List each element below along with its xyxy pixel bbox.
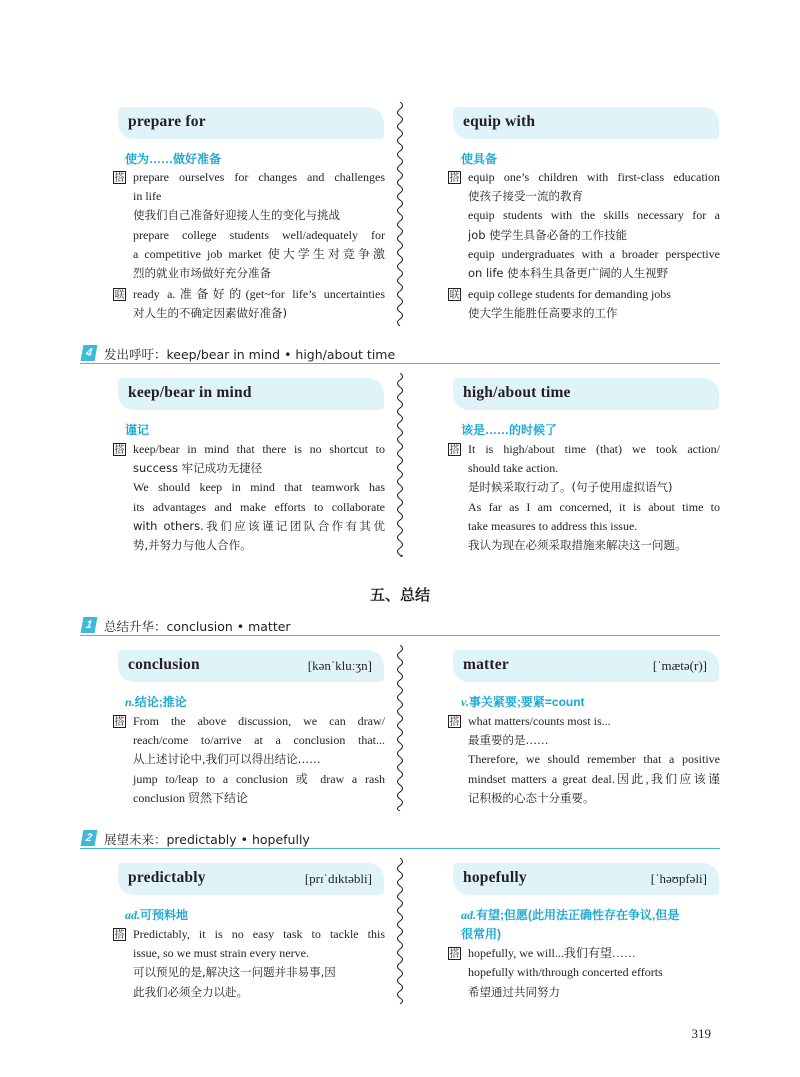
example-line: Predictably, it is no easy task to tackle this [133, 927, 385, 941]
part-of-speech: v. [461, 695, 469, 709]
meaning-label: 该是……的时候了 [461, 423, 558, 437]
headword: matter [463, 656, 509, 673]
example-line: 从上述讨论中,我们可以得出结论…… [133, 752, 321, 766]
meaning-label-cont: 很常用) [461, 927, 501, 941]
collocation-tag: 搭 [114, 445, 125, 456]
example-line: hopefully, we will...我们有望…… [468, 946, 636, 960]
part-of-speech: ad. [461, 908, 476, 922]
headword: prepare for [128, 113, 206, 130]
column-divider [393, 858, 407, 1004]
example-line: mindset matters a great deal.因此,我们应该谨 [468, 772, 720, 786]
wavy-line [398, 645, 403, 811]
section-header-2 [80, 829, 720, 849]
entry-high-time [453, 378, 719, 410]
related-tag: 联 [449, 290, 460, 301]
entry-hopefully [453, 863, 719, 895]
example-line: reach/come to/arrive at a conclusion that... [133, 733, 385, 747]
meaning: 可预料地 [140, 908, 189, 922]
meaning: 有望;但愿(此用法正确性存在争议,但是 [476, 908, 680, 922]
section-title: 总结升华：conclusion • matter [104, 619, 291, 634]
column-divider [393, 373, 407, 557]
example-line: We should keep in mind that teamwork has [133, 480, 385, 494]
chapter-title: 五、总结 [369, 586, 430, 604]
entry-header [453, 863, 719, 895]
example-line: 记积极的心态十分重要。 [468, 791, 595, 805]
collocation-tag: 搭 [449, 717, 460, 728]
related-tag: 联 [114, 290, 125, 301]
example-line: Therefore, we should remember that a positive [468, 752, 720, 766]
entry-predictably [118, 863, 384, 895]
example-line: on life 使本科生具备更广阔的人生视野 [468, 266, 669, 280]
part-of-speech: n. [125, 695, 135, 709]
collocation-tag: 搭 [449, 445, 460, 456]
entry-matter [453, 650, 719, 682]
entry-equip-with [453, 107, 719, 139]
entry-header [118, 378, 384, 410]
section-header-4 [80, 344, 720, 364]
example-line: in life [133, 189, 162, 203]
example-line: 可以预见的是,解决这一问题并非易事,因 [133, 965, 336, 979]
example-line: jump to/leap to a conclusion 或 draw a rash [133, 772, 385, 786]
example-line: should take action. [468, 461, 559, 475]
related-line: 对人生的不确定因素做好准备) [133, 306, 287, 320]
example-line: 我认为现在必须采取措施来解决这一问题。 [468, 538, 687, 552]
example-line: keep/bear in mind that there is no shortcut to [133, 442, 385, 456]
entry-conclusion [118, 650, 384, 682]
section-title: 发出呼吁：keep/bear in mind • high/about time [104, 347, 396, 362]
related-line: ready a.准备好的(get~for life’s uncertainties [133, 287, 385, 301]
example-line: equip undergraduates with a broader perspective [468, 247, 720, 261]
meaning: 结论;推论 [134, 695, 187, 709]
collocation-tag: 搭 [114, 173, 125, 184]
phonetic: [prɪˈdɪktəbli] [304, 871, 372, 886]
section-rule [80, 363, 720, 364]
example-line: take measures to address this issue. [468, 519, 638, 533]
headword: predictably [128, 869, 206, 886]
part-of-speech: ad. [125, 908, 140, 922]
meaning-label: 谨记 [125, 423, 150, 437]
page-number: 319 [691, 1026, 711, 1041]
example-line: prepare ourselves for changes and challenges [133, 170, 385, 184]
wavy-line [398, 373, 403, 557]
example-line: issue, so we must strain every nerve. [133, 946, 309, 960]
entry-header [118, 650, 384, 682]
example-line: success 牢记成功无捷径 [133, 461, 263, 475]
example-line: 最重要的是…… [468, 733, 549, 747]
phonetic: [kənˈkluːʒn] [307, 658, 372, 673]
example-line: 势,并努力与他人合作。 [133, 538, 252, 552]
column-divider [393, 645, 407, 811]
headword: conclusion [128, 656, 200, 673]
headword: hopefully [463, 869, 527, 886]
related-line: 使大学生能胜任高要求的工作 [468, 306, 618, 320]
example-line: a competitive job market 使大学生对竞争激 [133, 247, 385, 261]
phonetic: [ˈmætə(r)] [652, 658, 707, 673]
wavy-line [398, 858, 403, 1004]
section-number: 1 [81, 617, 98, 633]
meaning-label [461, 693, 585, 710]
section-rule [80, 635, 720, 636]
headword: keep/bear in mind [128, 384, 252, 401]
example-line: It is high/about time (that) we took action/ [468, 442, 720, 456]
entry-header [453, 378, 719, 410]
collocation-tag: 搭 [449, 173, 460, 184]
meaning-label [125, 906, 188, 923]
entry-header [118, 107, 384, 139]
headword: equip with [463, 113, 536, 130]
example-line: 此我们必须全力以赴。 [133, 985, 248, 999]
example-line: prepare college students well/adequately for [133, 228, 385, 242]
section-title: 展望未来：predictably • hopefully [104, 832, 310, 847]
example-line: 是时候采取行动了。(句子使用虚拟语气) [468, 480, 673, 494]
entry-keep-in-mind [118, 378, 384, 410]
example-line: 使孩子接受一流的教育 [468, 189, 583, 203]
example-line: 烈的就业市场做好充分准备 [133, 266, 271, 280]
entry-header [453, 650, 719, 682]
example-line: hopefully with/through concerted efforts [468, 965, 663, 979]
example-line: As far as I am concerned, it is about time to [468, 500, 720, 514]
section-number: 2 [81, 830, 98, 846]
phonetic: [ˈhəʊpfəli] [650, 871, 707, 886]
entry-prepare-for [118, 107, 384, 139]
section-number: 4 [81, 345, 98, 361]
collocation-tag: 搭 [114, 930, 125, 941]
example-line: conclusion 贸然下结论 [133, 791, 248, 805]
entry-header [118, 863, 384, 895]
example-line: equip students with the skills necessary for a [468, 208, 720, 222]
example-line: its advantages and make efforts to collaborate [133, 500, 385, 514]
entry-header [453, 107, 719, 139]
section-header-1 [80, 616, 720, 636]
example-line: equip one’s children with first-class education [468, 170, 720, 184]
example-line: what matters/counts most is... [468, 714, 611, 728]
meaning: 事关紧要;要紧=count [468, 695, 585, 709]
example-line: 希望通过共同努力 [468, 985, 560, 999]
example-line: 使我们自己准备好迎接人生的变化与挑战 [133, 208, 340, 222]
wavy-line [398, 102, 403, 326]
meaning-label [125, 693, 187, 710]
collocation-tag: 搭 [449, 949, 460, 960]
column-divider [393, 102, 407, 326]
collocation-tag: 搭 [114, 717, 125, 728]
example-line: with others.我们应该谨记团队合作有其优 [133, 519, 385, 533]
headword: high/about time [463, 384, 571, 401]
related-line: equip college students for demanding jobs [468, 287, 671, 301]
example-line: job 使学生具备必备的工作技能 [468, 228, 628, 242]
meaning-label: 使为……做好准备 [125, 152, 222, 166]
meaning-label: 使具备 [461, 152, 498, 166]
meaning-label [461, 906, 679, 923]
section-rule [80, 848, 720, 849]
example-line: From the above discussion, we can draw/ [133, 714, 385, 728]
